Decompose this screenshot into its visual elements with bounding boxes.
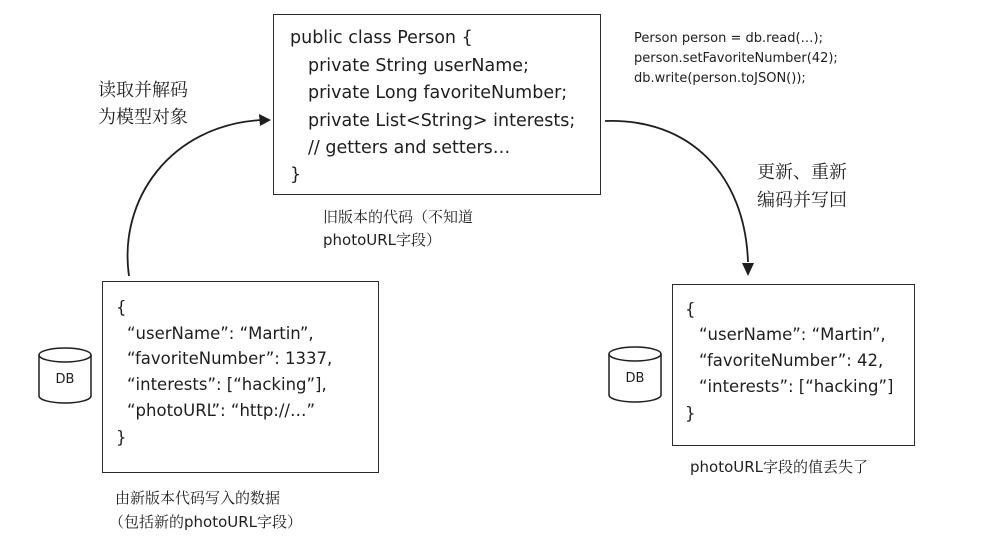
update-write-arrow <box>605 121 748 262</box>
updated-record-open-brace: { <box>685 300 696 319</box>
update-code-line2: person.setFavoriteNumber(42); <box>634 51 838 66</box>
updated-record-favorite-number-line: “favoriteNumber”: 42, <box>699 351 884 370</box>
updated-record-username-line: “userName”: “Martin”, <box>699 325 886 344</box>
update-code-line3: db.write(person.toJSON()); <box>634 71 806 86</box>
updated-record-box <box>672 284 915 446</box>
field-interests-line: private List<String> interests; <box>308 111 576 131</box>
class-closing-brace: } <box>290 165 302 185</box>
new-record-caption-line2: （包括新的photoURL字段） <box>109 513 303 531</box>
old-class-code-box <box>273 14 601 195</box>
lost-field-caption: photoURL字段的值丢失了 <box>690 458 869 476</box>
update-write-arrowhead <box>742 263 754 276</box>
record-open-brace: { <box>116 298 127 317</box>
field-favorite-number-line: private Long favoriteNumber; <box>308 83 568 103</box>
updated-record-close-brace: } <box>685 404 696 423</box>
old-code-caption-line1: 旧版本的代码（不知道 <box>323 208 474 226</box>
right-database <box>607 345 663 405</box>
record-close-brace: } <box>116 428 127 447</box>
getters-setters-comment: // getters and setters… <box>308 138 511 158</box>
class-declaration-line: public class Person { <box>290 28 473 48</box>
left-db-label: DB <box>55 372 75 387</box>
left-database <box>37 346 93 406</box>
record-photourl-line: “photoURL”: “http://…” <box>127 401 316 420</box>
record-interests-line: “interests”: [“hacking”], <box>127 375 327 394</box>
record-favorite-number-line: “favoriteNumber”: 1337, <box>127 349 333 368</box>
read-decode-label-line2: 为模型对象 <box>98 107 188 128</box>
update-rewrite-label-line1: 更新、重新 <box>757 162 847 183</box>
right-db-label: DB <box>625 371 645 386</box>
read-decode-arrow <box>128 120 262 276</box>
update-code-line1: Person person = db.read(…); <box>634 31 823 46</box>
updated-record-interests-line: “interests”: [“hacking”] <box>699 377 894 396</box>
record-username-line: “userName”: “Martin”, <box>127 324 314 343</box>
new-record-caption-line1: 由新版本代码写入的数据 <box>115 489 281 507</box>
read-decode-label-line1: 读取并解码 <box>98 80 188 101</box>
field-username-line: private String userName; <box>308 56 529 76</box>
old-code-caption-line2: photoURL字段） <box>323 231 442 249</box>
new-record-box <box>102 281 379 473</box>
read-decode-arrowhead <box>259 114 271 126</box>
update-rewrite-label-line2: 编码并写回 <box>757 190 847 211</box>
